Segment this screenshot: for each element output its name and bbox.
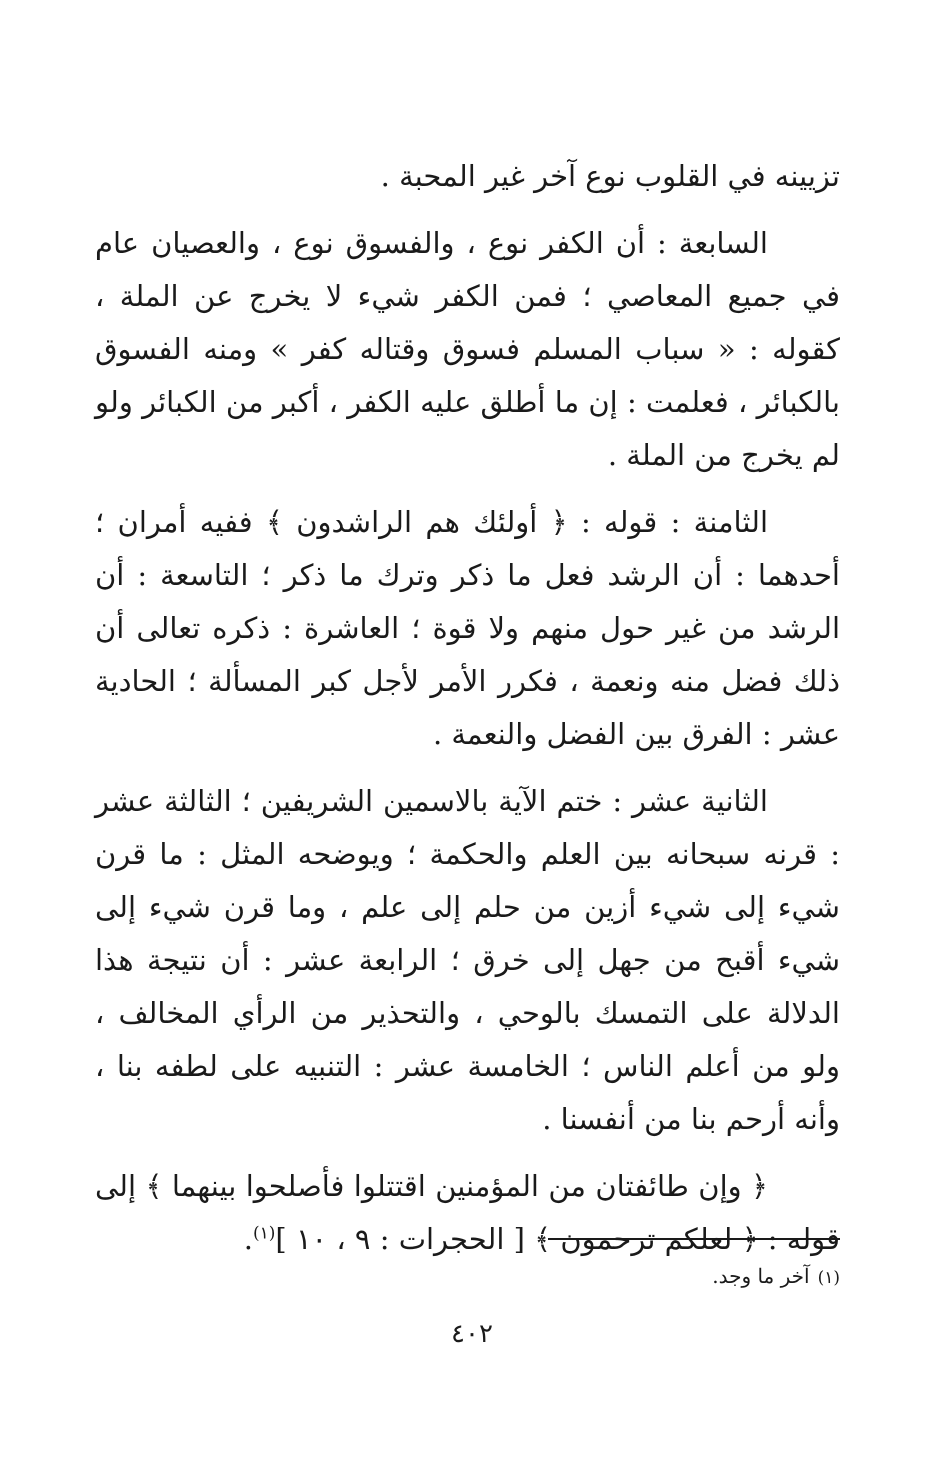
page-number: ٤٠٢ (451, 1319, 493, 1349)
footnote (104, 1261, 840, 1293)
footnote-number: (١) (817, 1268, 840, 1288)
footnote-divider (548, 1238, 840, 1240)
paragraph-eighth: الثامنة : قوله : ﴿ أولئك هم الراشدون ﴾ ففيه أمران ؛ أحدهما : أن الرشد فعل ما ذكر وترك ما ذكر ؛ التاسعة : أن الرشد من غير حول منهم ولا قوة ؛ العاشرة : ذكره تعالى أن ذلك فضل منه ونعمة ، فكرر الأمر لأجل كبر المسألة ؛ الحادية عشر : الفرق بين الفضل والنعمة . (95, 505, 840, 751)
verse-end: . (243, 1222, 253, 1256)
paragraph-seventh: السابعة : أن الكفر نوع ، والفسوق نوع ، والعصيان عام في جميع المعاصي ؛ فمن الكفر شيء لا يخرج عن الملة ، كقوله : « سباب المسلم فسوق وقتاله كفر » ومنه الفسوق بالكبائر ، فعلمت : إن ما أطلق عليه الكفر ، أكبر من الكبائر ولو لم يخرج من الملة . (95, 226, 841, 472)
footnote-reference[interactable]: (١) (252, 1223, 276, 1244)
paragraph-continuation: تزيينه في القلوب نوع آخر غير المحبة . (380, 159, 840, 193)
paragraph-twelfth: الثانية عشر : ختم الآية بالاسمين الشريفين ؛ الثالثة عشر : قرنه سبحانه بين العلم والحكمة ؛ ويوضحه المثل : ما قرن شيء إلى شيء أزين من حلم إلى علم ، وما قرن شيء إلى شيء أقبح من جهل إلى خرق ؛ الرابعة عشر : أن نتيجة هذا الدلالة على التمسك بالوحي ، والتحذير من الرأي المخالف ، ولو من أعلم الناس ؛ الخامسة عشر : التنبيه على لطفه بنا ، وأنه أرحم بنا من أنفسنا . (95, 784, 840, 1136)
footnote-text: آخر ما وجد. (712, 1264, 810, 1288)
page-body (95, 150, 840, 1280)
verse-text: ﴿ وإن طائفتان من المؤمنين اقتتلوا فأصلحوا بينهما ﴾ إلى قوله : ﴿ لعلكم ترحمون ﴾ [ الحجرات : ٩ ، ١٠ ] (95, 1169, 840, 1256)
paragraph-verse (95, 1160, 840, 1266)
